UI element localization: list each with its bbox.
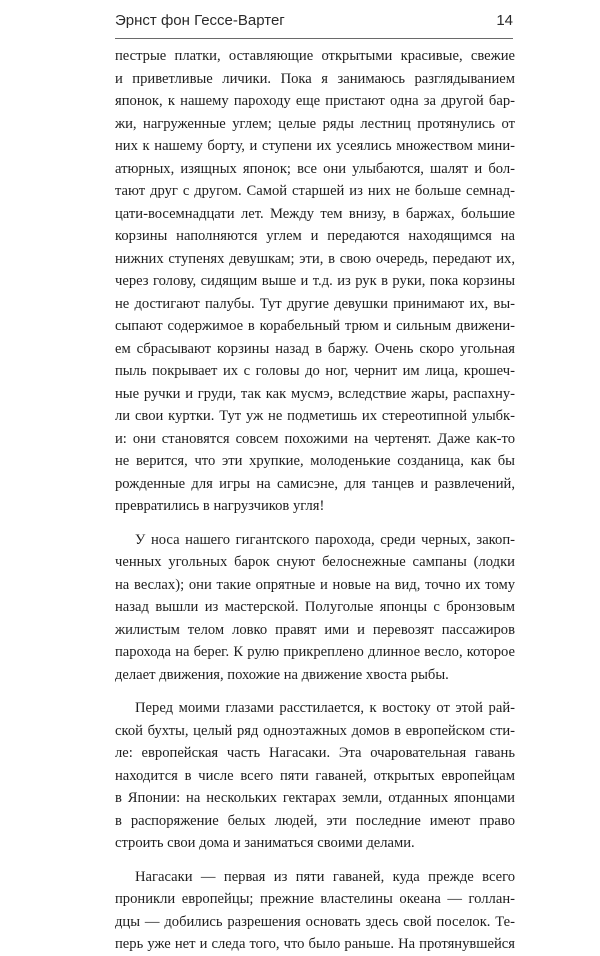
text-line: Нагасаки — первая из пяти гаваней, куда прежде всего (135, 868, 515, 885)
text-line: сыпают содержимое в корабельный трюм и сильным движени- (115, 318, 515, 334)
text-line: ли свои куртки. Тут уж не подметишь их стереотипной улыбк- (115, 408, 515, 424)
text-line: и: они становятся совсем похожими на чертенят. Даже как-то (115, 430, 515, 447)
text-line: дцы — добились разрешения основать здесь свой поселок. Те- (115, 913, 515, 930)
text-line: ем сбрасывают корзины назад в баржу. Очень скоро угольная (115, 340, 515, 357)
text-line: превратились в нагрузчиков угля! (115, 498, 325, 514)
text-line: атюрных, изящных японок; все они улыбаются, шалят и бол- (115, 160, 515, 177)
text-line: ле: европейская часть Нагасаки. Эта очаровательная гавань (115, 745, 515, 761)
text-line: в распоряжение белых людей, эти последние имеют право (115, 812, 515, 829)
text-line: пестрые платки, оставляющие открытыми красивые, свежие (115, 48, 515, 64)
text-line: пыль покрывает их с головы до ног, чернит им лица, крошеч- (115, 363, 515, 379)
text-line: назад вышли из мастерской. Полуголые японцы с бронзовым (115, 599, 515, 615)
paragraph (115, 697, 515, 855)
header-author: Эрнст фон Гессе-Вартег (115, 12, 285, 29)
text-line: У носа нашего гигантского парохода, среди черных, закоп- (135, 531, 515, 548)
text-line: и приветливые личики. Пока я занимаюсь разглядыванием (115, 70, 515, 87)
text-line: корзины наполняются углем и передаются находящимся на (115, 228, 515, 244)
text-line: перь уже нет и следа того, что было раньше. На протянувшейся (115, 936, 515, 952)
text-line: ченных угольных барок снуют белоснежные сампаны (лодки (115, 554, 515, 570)
text-line: жилистым телом ловко правят ими и перевозят пассажиров (115, 621, 515, 638)
text-line: нижних ступенях девушкам; эти, в свою очередь, передают их, (115, 250, 515, 267)
text-line: цати-восемнадцати лет. Между тем внизу, в баржах, большие (115, 205, 515, 222)
text-line: делает движения, похожие на движение хвоста рыбы. (115, 666, 449, 683)
text-line: не достигают палубы. Тут другие девушки принимают их, вы- (115, 295, 515, 312)
text-line: ской бухты, целый ряд одноэтажных домов в европейском сти- (115, 722, 515, 739)
paragraph (115, 529, 515, 687)
text-line: не верится, что эти хрупкие, молоденькие созданица, как бы (115, 453, 515, 469)
paragraph (115, 45, 515, 518)
text-line: жи, нагруженные углем; целые ряды лестниц протянулись от (115, 115, 515, 132)
body-text (115, 45, 515, 956)
text-line: японок, к нашему пароходу еще пристают одна за другой бар- (115, 93, 515, 109)
text-line: рожденные для игры на самисэне, для танцев и развлечений, (115, 475, 515, 492)
text-line: Перед моими глазами расстилается, к востоку от этой рай- (135, 700, 515, 716)
text-line: ные ручки и груди, так как мусмэ, вследствие жары, распахну- (115, 385, 515, 402)
text-line: тают друг с другом. Самой старшей из них не больше семнад- (115, 183, 515, 199)
paragraph (115, 866, 515, 956)
text-line: парохода на берег. К рулю прикреплено длинное весло, которое (115, 644, 515, 660)
page-number: 14 (496, 12, 513, 29)
text-line: на веслах); они такие опрятные и новые на вид, точно их тому (115, 576, 515, 593)
text-line: строить свои дома и заниматься своими делами. (115, 835, 415, 851)
running-header (115, 12, 513, 29)
text-line: находится в числе всего пяти гаваней, открытых европейцам (115, 767, 515, 784)
text-line: через голову, сидящим выше и т.д. из рук в руки, пока корзины (115, 273, 515, 289)
text-line: них к нашему борту, и ступени их усеялись множеством мини- (115, 138, 515, 154)
text-line: в Японии: на нескольких гектарах земли, отданных японцами (115, 790, 515, 806)
header-divider (115, 38, 513, 39)
text-line: проникли европейцы; прежние властелины океана — голлан- (115, 891, 515, 907)
